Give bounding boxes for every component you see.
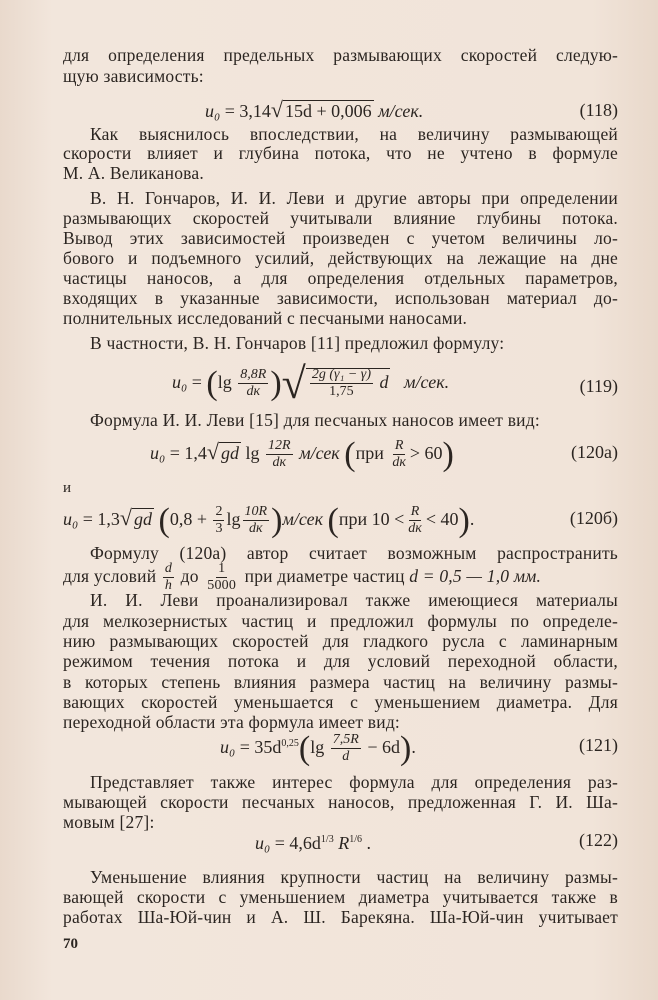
- fraction-denominator: dк: [408, 521, 422, 537]
- text-line: В частности, В. Н. Гончаров [11] предложил формулу:: [90, 333, 505, 353]
- text-line: в которых степень влияния размера частиц на величину размы-: [63, 672, 618, 692]
- formula-term: = 1,4: [169, 443, 207, 463]
- formula-term: u₀: [205, 101, 221, 121]
- formula-unit: м/сек: [282, 509, 324, 529]
- formula-term: u₀: [150, 443, 166, 463]
- formula-term: u₀: [255, 833, 271, 853]
- text-line: мовым [27]:: [63, 812, 155, 832]
- equation-number: (121): [579, 735, 618, 755]
- scanned-page: для определения предельных размывающих скоростей следую- щую зависимость: u₀ = 3,14√ 15d + 0,006 м/сек. (118) Как выяснилось впоследствии, на величину размывающей скорости влияет и глубина потока, что не учтено в формуле М. А. Великанова. В. Н. Гончаров, И. И. Леви и другие авторы при определении размывающих скоростей учитывали влияние глубины потока. Вывод этих зависимостей произведен с учетом величины ло- бового и подъемного усилий, действующих на лежащие на дне частицы наносов, а для определения отдельных параметров, входящих в указанные зависимости, использован материал до- полнительных исследований с песчаными наносами. В частности, В. Н. Гончаров [11] предложил формулу: u₀ = (lg $\frac{8,8R}{dк}$ )√ $\frac{\text{2g (γ₁ − γ)}}{1,75}$ d м/сек. (119) Формула И. И. Леви [15] для песчаных наносов имеет вид: u₀ = 1,4√ gd lg $\frac{12R}{dк}$ м/сек (при $\frac{R}{dк}$ > 60) (120а) и u₀ = 1,3√ gd (0,8 + $\frac{2}{3}$ lg $\frac{10R}{dк}$ )м/сек (при 10 < $\frac{R}{dк}$ < 40). (120б) Формулу (120а) автор считает возможным распространить для условий $\frac{d}{h}$ до $\frac{1}{5000}$ при диаметре частиц d = 0,5 — 1,0 мм. И. И. Леви проанализировал также имеющиеся материалы для мелкозернистых частиц и предложил формулы по определе- нию размывающих скоростей для гладкого русла с ламинарным режимом течения потока и для условий переходной области, в которых степень влияния размера частиц на величину размы- вающих скоростей уменьшается с уменьшением диаметра. Для переходной области эта формула имеет вид: $u_0 = 35d^{0,25}(\lg$ $\frac{7,5R}{d}$ − 6d). (121) Представляет также интерес формула для определения раз- мывающей скорости песчаных наносов, предложенная Г. И. Ша- мовым [27]: $u_0 = 4,6d^{1/3}$ $R^{1/6}$ . (122) Уменьшение влияния крупности частиц на величину размы- вающей скорости с уменьшением диаметра учитывается также в работах Ша-Юй-чин и А. Ш. Барекяна. Ша-Юй-чин учитывает 70: [0, 0, 658, 1000]
- fraction-denominator: dк: [249, 521, 263, 537]
- text-fragment: до: [180, 566, 199, 586]
- formula-radicand: gd: [221, 443, 239, 463]
- formula-term: = 35d: [239, 737, 282, 757]
- formula-term: d: [379, 372, 389, 392]
- text-line: В. Н. Гончаров, И. И. Леви и другие авторы при определении: [90, 188, 618, 208]
- formula-term: u₀: [220, 737, 236, 757]
- text-line: бового и подъемного усилий, действующих на лежащие на дне: [63, 248, 618, 268]
- fraction-numerator: R: [394, 438, 404, 454]
- formula-term: при 10 <: [338, 509, 405, 529]
- fraction-denominator: 5000: [207, 578, 237, 594]
- text-fragment: при диаметре частиц: [244, 566, 405, 586]
- text-line: Формула И. И. Леви [15] для песчаных наносов имеет вид:: [90, 410, 540, 430]
- text-line: полнительных исследований с песчаными наносами.: [63, 308, 468, 328]
- equation-number: (122): [579, 830, 618, 850]
- text-line: для мелкозернистых частиц и предложил формулы по определе-: [63, 611, 618, 631]
- formula-term: u₀: [63, 509, 79, 529]
- formula-exponent: 0,25: [281, 738, 299, 749]
- formula-term: = 1,3: [82, 509, 120, 529]
- text-line: и: [63, 480, 72, 496]
- fraction-denominator: d: [342, 749, 350, 765]
- formula-term: lg: [310, 737, 325, 757]
- formula-term: R: [338, 833, 350, 853]
- text-line: Как выяснилось впоследствии, на величину размывающей: [90, 124, 618, 144]
- text-line: вающей скорости с уменьшением диаметра учитывается также в: [63, 887, 618, 907]
- text-line: вающих скоростей уменьшается с уменьшением диаметра. Для: [63, 692, 618, 712]
- formula-term: .: [366, 833, 371, 853]
- formula-term: .: [411, 737, 416, 757]
- fraction-numerator: d: [164, 561, 173, 577]
- fraction-denominator: h: [164, 578, 173, 594]
- text-line: Уменьшение влияния крупности частиц на величину размы-: [90, 867, 618, 887]
- fraction-denominator: dк: [272, 455, 287, 471]
- text-fragment: d = 0,5 — 1,0: [409, 566, 510, 586]
- formula-radicand: 15d + 0,006: [285, 101, 372, 121]
- text-line: нию размывающих скоростей для гладкого русла с ламинарным: [63, 631, 618, 651]
- fraction-numerator: 10R: [244, 504, 268, 520]
- text-line: переходной области эта формула имеет вид:: [63, 712, 400, 732]
- equation-number: (118): [579, 100, 618, 120]
- fraction-denominator: dк: [246, 384, 261, 400]
- fraction-numerator: 12R: [268, 438, 291, 454]
- formula-unit: м/сек.: [403, 372, 450, 392]
- page-number: 70: [63, 936, 78, 952]
- text-fragment: мм.: [513, 566, 542, 586]
- text-line: Вывод этих зависимостей произведен с учетом величины ло-: [63, 228, 618, 248]
- formula-term: lg: [226, 509, 241, 529]
- formula-term: 0,8 +: [169, 509, 207, 529]
- equation-number: (119): [579, 376, 618, 396]
- text-line: режимом течения потока и для условий переходной области,: [63, 651, 618, 671]
- text-line: работах Ша-Юй-чин и А. Ш. Барекяна. Ша-Юй-чин учитывает: [63, 907, 618, 927]
- formula-term: при: [355, 443, 384, 463]
- formula-radicand: gd: [134, 509, 152, 529]
- formula-term: < 40: [425, 509, 459, 529]
- formula-unit: м/сек.: [378, 101, 424, 121]
- formula-term: lg: [217, 372, 232, 392]
- formula-term: =: [191, 372, 202, 392]
- formula-term: − 6d: [367, 737, 400, 757]
- fraction-denominator: 1,75: [329, 384, 354, 400]
- formula-term: = 4,6d: [274, 833, 321, 853]
- text-line: М. А. Великанова.: [63, 163, 204, 183]
- fraction-numerator: 2: [215, 504, 223, 520]
- text-line: Формулу (120а) автор считает возможным распространить: [90, 543, 618, 563]
- fraction-numerator: 8,8R: [240, 367, 267, 383]
- text-line: скорости влияет и глубина потока, что не учтено в формуле: [63, 143, 618, 163]
- fraction-numerator: 1: [218, 561, 226, 577]
- fraction-denominator: dк: [392, 455, 406, 471]
- text-line: размывающих скоростей учитывали влияние глубины потока.: [63, 208, 618, 228]
- formula-term: lg: [245, 443, 260, 463]
- text-line: мывающей скорости песчаных наносов, предложенная Г. И. Ша-: [63, 792, 618, 812]
- fraction-denominator: 3: [215, 521, 223, 537]
- equation-number: (120а): [571, 442, 618, 462]
- text-line: частицы наносов, а для определения отдельных параметров,: [63, 268, 618, 288]
- formula-term: .: [469, 509, 475, 529]
- text-line: входящих в указанные зависимости, использован материал до-: [63, 288, 618, 308]
- formula-term: u₀: [172, 372, 188, 392]
- text-line: для определения предельных размывающих скоростей следую-: [63, 45, 618, 65]
- text-line: Представляет также интерес формула для определения раз-: [90, 772, 618, 792]
- fraction-numerator: 2g (γ₁ − γ): [311, 367, 371, 383]
- formula-exponent: 1/6: [349, 834, 362, 845]
- fraction-numerator: 7,5R: [332, 732, 359, 748]
- text-fragment: для условий: [63, 566, 157, 586]
- formula-exponent: 1/3: [320, 834, 334, 845]
- text-line: И. И. Леви проанализировал также имеющиеся материалы: [90, 590, 618, 610]
- equation-number: (120б): [569, 508, 618, 528]
- formula-term: = 3,14: [224, 101, 271, 121]
- formula-term: > 60: [409, 443, 443, 463]
- formula-unit: м/сек: [299, 443, 340, 463]
- fraction-numerator: R: [410, 504, 420, 520]
- text-line: щую зависимость:: [63, 66, 204, 86]
